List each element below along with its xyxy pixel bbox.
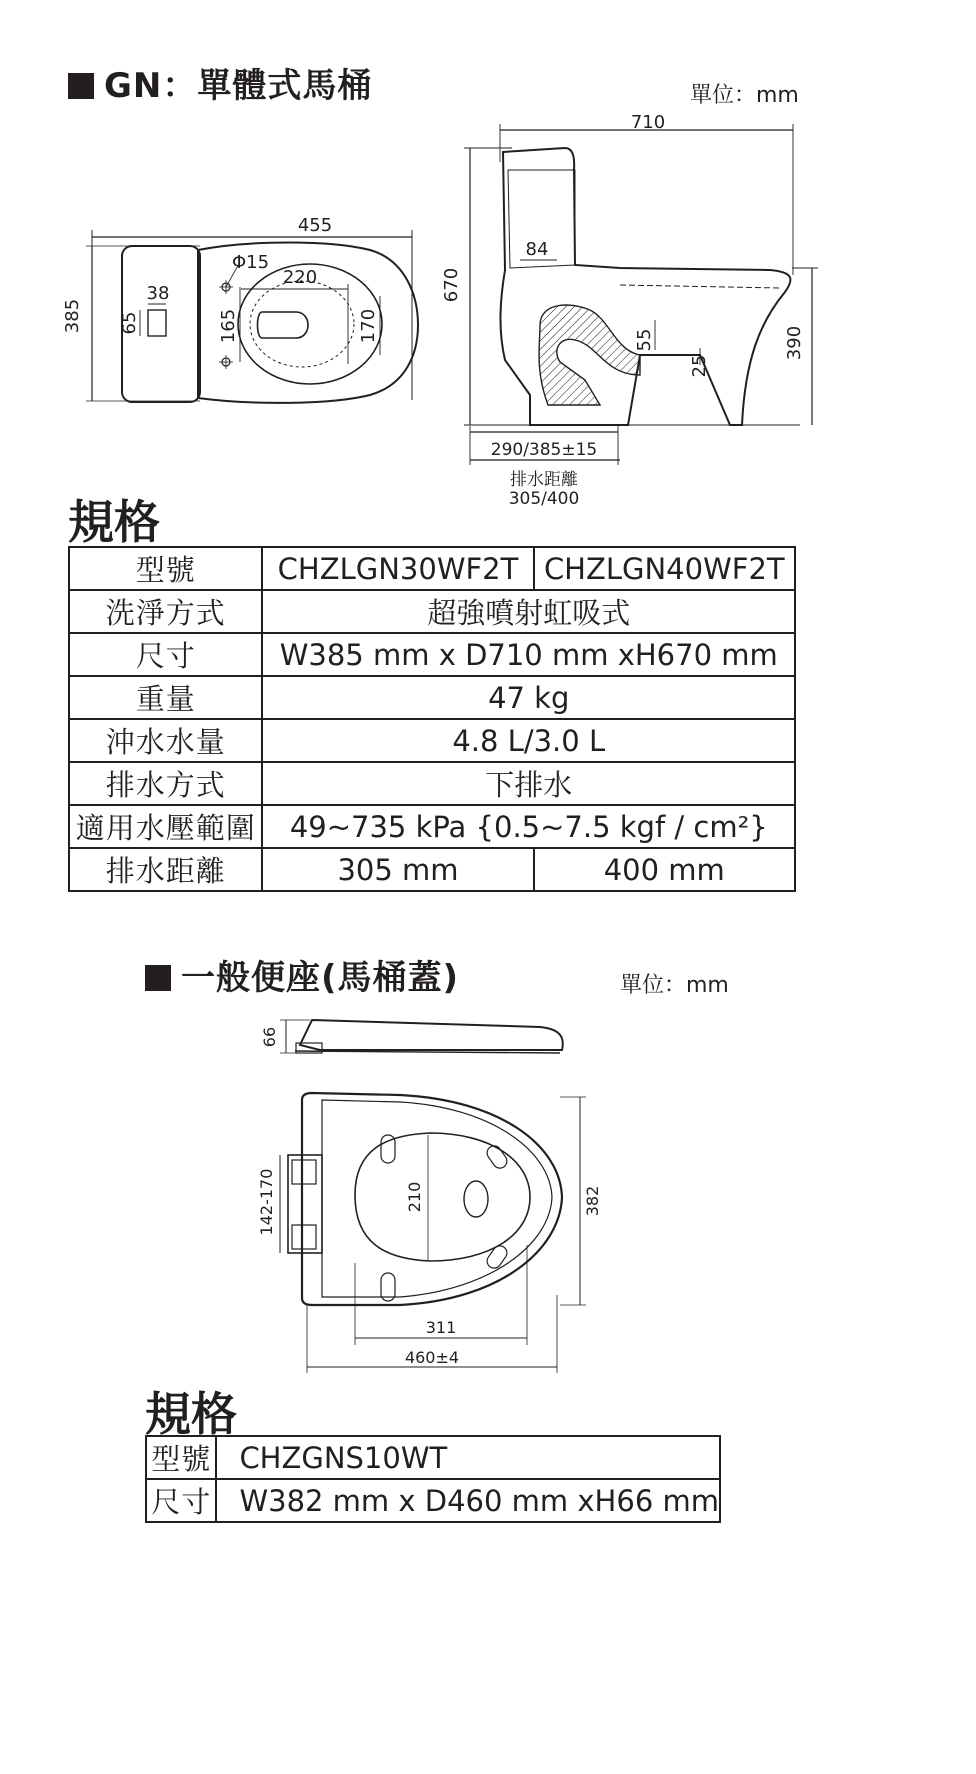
table-row: [69, 719, 795, 762]
dim-220: 220: [282, 267, 318, 288]
square-bullet-icon: [68, 73, 94, 99]
dim-460: 460±4: [404, 1348, 460, 1367]
spec-model-2: CHZLGN40WF2T: [534, 547, 795, 590]
seat-spec-label: 型號: [146, 1436, 216, 1479]
side-view-drawing: [464, 124, 818, 465]
dim-84: 84: [525, 239, 549, 260]
dim-38: 38: [146, 283, 170, 304]
seat-spec-value: CHZGNS10WT: [216, 1436, 720, 1479]
spec-drain-value-1: 305 mm: [262, 848, 533, 891]
spec-drain-value-2: 400 mm: [534, 848, 795, 891]
spec-row-value: 49~735 kPa {0.5~7.5 kgf / cm²}: [262, 805, 795, 848]
spec-row-value: 下排水: [262, 762, 795, 805]
seat-drawings: [0, 1005, 976, 1385]
spec-row-value: W385 mm x D710 mm xH670 mm: [262, 633, 795, 676]
spec-model-1: CHZLGN30WF2T: [262, 547, 533, 590]
dim-390: 390: [784, 325, 805, 361]
dim-drain-value: 305/400: [508, 489, 580, 509]
spec-row-label: 洗淨方式: [69, 590, 262, 633]
section2-title: 一般便座(馬桶蓋): [181, 958, 460, 998]
toilet-drawings: [0, 100, 976, 520]
dim-385: 385: [62, 298, 83, 334]
section1-title: GN：單體式馬桶: [104, 66, 373, 106]
dim-170: 170: [358, 308, 379, 344]
dim-25: 25: [689, 354, 710, 378]
seat-spec-value: W382 mm x D460 mm xH66 mm: [216, 1479, 720, 1522]
spec-row-label: 重量: [69, 676, 262, 719]
dim-710: 710: [630, 112, 666, 133]
dim-670: 670: [441, 267, 462, 303]
dim-drain-label: 排水距離: [510, 470, 578, 490]
spec-row-label: 沖水水量: [69, 719, 262, 762]
spec-drain-label: 排水距離: [69, 848, 262, 891]
table-row: [69, 590, 795, 633]
table-row: [69, 547, 795, 590]
section1-spec-title: 規格: [68, 495, 160, 549]
dim-382: 382: [583, 1185, 602, 1217]
seat-spec-table: [145, 1435, 721, 1523]
section2-unit: 單位：mm: [620, 973, 729, 998]
section1-unit: 單位：mm: [690, 83, 799, 108]
table-row: [69, 805, 795, 848]
section2-title-row: [145, 950, 459, 999]
spec-header-label: 型號: [69, 547, 262, 590]
section2-spec-title: 規格: [145, 1387, 237, 1441]
dim-455: 455: [297, 215, 333, 236]
table-row: [69, 848, 795, 891]
seat-spec-label: 尺寸: [146, 1479, 216, 1522]
spec-row-label: 適用水壓範圍: [69, 805, 262, 848]
spec-row-value: 4.8 L/3.0 L: [262, 719, 795, 762]
dim-hole: Φ15: [232, 252, 270, 273]
table-row: [69, 633, 795, 676]
dim-66: 66: [260, 1026, 279, 1048]
table-row: [69, 676, 795, 719]
table-row: [146, 1436, 720, 1479]
table-row: [146, 1479, 720, 1522]
table-row: [69, 762, 795, 805]
seat-side-view: [280, 1020, 563, 1053]
spec-row-label: 尺寸: [69, 633, 262, 676]
dim-142-170: 142-170: [257, 1168, 276, 1236]
spec-row-label: 排水方式: [69, 762, 262, 805]
dim-65: 65: [119, 311, 140, 335]
spec-row-value: 47 kg: [262, 676, 795, 719]
spec-row-value: 超強噴射虹吸式: [262, 590, 795, 633]
dim-165: 165: [218, 308, 239, 344]
dim-rough: 290/385±15: [490, 440, 598, 460]
dim-55: 55: [634, 328, 655, 352]
dim-311: 311: [425, 1318, 457, 1337]
toilet-spec-table: [68, 546, 796, 892]
dim-210: 210: [405, 1181, 424, 1213]
square-bullet-icon: [145, 965, 171, 991]
